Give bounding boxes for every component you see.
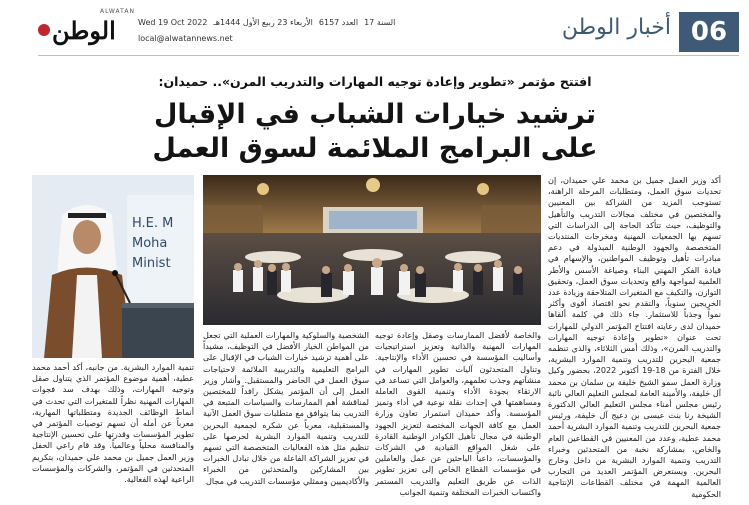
header-divider: [38, 55, 739, 56]
issue-number: العدد 6157: [318, 18, 359, 27]
page-number: 06: [679, 12, 739, 52]
column-1-text: أكد وزير العمل جميل بن محمد علي حميدان، إن تحديات سوق العمل، ومتطلبات المرحلة الراهنة، تستوجب المزيد من الشراكة بين المعنيين والمختصين في مختلف مجالات التدريب والتأهيل والتوظيف، حيث تتأكد الحاجة إلى الدراسات التي تسهم بها الجمعيات المهنية ومخرجات المنتديات المتخصصة والجهود الوطنية المبذولة في دعم مبادرات تأهيل وتوظيف المواطنين، والإسهام في قيادة الفكر المهني البناء وصياغة الأسس والأطر العلمية لمواجهة واقع وتحديات سوق العمل، وتحقيق التوازن، والتكيف مع المتغيرات المتلاحقة وزيادة عدد الخريجين سنوياً، والتقدم نحو اقتصاد أقوى وأكثر نمواً وجذباً للاستثمار. جاء ذلك في كلمة ألقاها حميدان لدى رعايته افتتاح المؤتمر الدولي للمهارات تحت عنوان «تطوير وإعادة توجيه المهارات والتدريب المرن»، وذلك أمس الثلاثاء، والذي تنظمه جمعية البحرين للتدريب وتنمية الموارد البشرية، خلال الفترة من 18-19 أكتوبر 2022، بحضور وكيل وزارة العمل سمو الشيخ خليفة بن سلمان بن محمد آل خليفة، والأمينة العامة لمجلس التعليم العالي نائبة رئيس مجلس أمناء مجلس التعليم العالي الدكتورة الشيخة رنا بنت عيسى بن دعيج آل خليفة، ورئيس جمعية البحرين للتدريب وتنمية الموارد البشرية أحمد محمد عطية، وعدد من المعنيين في القطاعين العام والخاص، بمشاركة نخبة من المتحدثين وخبراء التدريب وتنمية الموارد البشرية من داخل وخارج البحرين. ويستعرض المؤتمر العديد من التجارب العالمية المهمة في مختلف القطاعات الإنتاجية الحكومية: [548, 175, 721, 499]
article-column-3: [203, 330, 369, 503]
svg-text:Moha: Moha: [132, 236, 168, 251]
article-column-1: [548, 175, 721, 503]
page-header: [0, 0, 749, 58]
section-title: أخبار الوطن: [561, 15, 671, 40]
logo-text: الوطن: [52, 16, 116, 45]
headline-line-2: على البرامج الملائمة لسوق العمل: [152, 133, 598, 164]
issue-meta: [138, 18, 396, 30]
article-headline: [110, 98, 640, 168]
logo-subtitle: ALWATAN: [100, 8, 135, 15]
article-column-2: [375, 330, 541, 503]
logo-dot-icon: [38, 24, 50, 36]
contact-email[interactable]: local@alwatannews.net: [138, 34, 233, 43]
svg-text:Minist: Minist: [132, 256, 171, 271]
column-2-text: والخاصة لأفضل الممارسات وصقل وإعادة توجيه المهارات المهنية والذاتية وتعزيز استراتيجيات وأساليب المؤسسة في تحسين الأداء والإنتاجية. وتناول المتحدثون آليات تطوير المهارات في منشآتهم وجذب تعلمهم، والعوامل التي تساعد في الارتقاء بجودة الأداء وتنمية القوى العاملة ومساهمتها في إحداث نقلة نوعية في أداء وتميز المؤسسة. وأكد حميدان استمرار تعاون وزارة العمل مع كافة الجهات المختصة لتعزيز الجهود الوطنية في مجال تأهيل الكوادر الوطنية القادرة على شغل المواقع القيادية في الشركات والمؤسسات، داعياً الباحثين عن عمل والعاملين في مؤسسات القطاع الخاص إلى تعزيز تطوير الذات عن طريق التعليم والتدريب المستمر واكتساب الخبرات المختلفة وتنمية الجوانب: [375, 330, 541, 497]
conference-hall-photo: [203, 175, 541, 325]
svg-text:H.E. M: H.E. M: [132, 216, 174, 231]
article-kicker: افتتح مؤتمر «تطوير وإعادة توجيه المهارات والتدريب المرن».. حميدان:: [158, 74, 592, 89]
headline-line-1: ترشيد خيارات الشباب في الإقبال: [153, 99, 597, 130]
issue-year: السنة 17: [364, 18, 396, 27]
newspaper-logo: [38, 8, 135, 46]
column-4-text: تنمية الموارد البشرية. من جانبه، أكد أحمد محمد عطية، أهمية موضوع المؤتمر الذي يتناول صقل وتوجيه المهارات، وذلك بهدف سد فجوات المهارات المهنية نظراً للمتغيرات التي تحدث في أنماط الوظائف الجديدة ومتطلباتها المهارية، معرباً عن أمله أن تسهم توصيات المؤتمر في تطوير المؤسسات وقدرتها على تحسين الإنتاجية والمنافسة محلياً وعالمياً. وقد قام راعي الحفل وزير العمل جميل بن محمد علي حميدان، بتكريم المتحدثين في المؤتمر، والشركات والمؤسسات الراعية لهذه الفعالية.: [32, 362, 194, 485]
speaker-photo: [32, 175, 194, 358]
column-3-text: الشخصية والسلوكية والمهارات العملية التي تجعل من المواطن الخيار الأفضل في التوظيف، مشيداً على أهمية ترشيد خيارات الشباب في الإقبال على البرامج التعليمية والتدريبية الملائمة لاحتياجات سوق العمل في الحاضر والمستقبل. وأشار وزير العمل إلى أن المؤتمر يشكل رافداً للمختصين لمناقشة أهم الممارسات والسياسات المتبعة في التدريب بما يتوافق مع متطلبات سوق العمل الآنية والمستقبلية، معرباً عن شكره لجمعية البحرين للتدريب وتنمية الموارد البشرية لحرصها على تنظيم مثل هذه الفعاليات المتخصصة التي تسهم في تعزيز الشراكة الفاعلة من خلال تبادل الخبرات بين المشاركين والمتحدثين من الخبراء والأكاديميين وممثلي مؤسسات التدريب في مجال: [203, 330, 369, 486]
date-arabic: الأربعاء 23 ربيع الأول 1444هـ: [213, 18, 313, 27]
article-column-4: [32, 362, 194, 503]
date-english: Wed 19 Oct 2022: [138, 18, 208, 27]
